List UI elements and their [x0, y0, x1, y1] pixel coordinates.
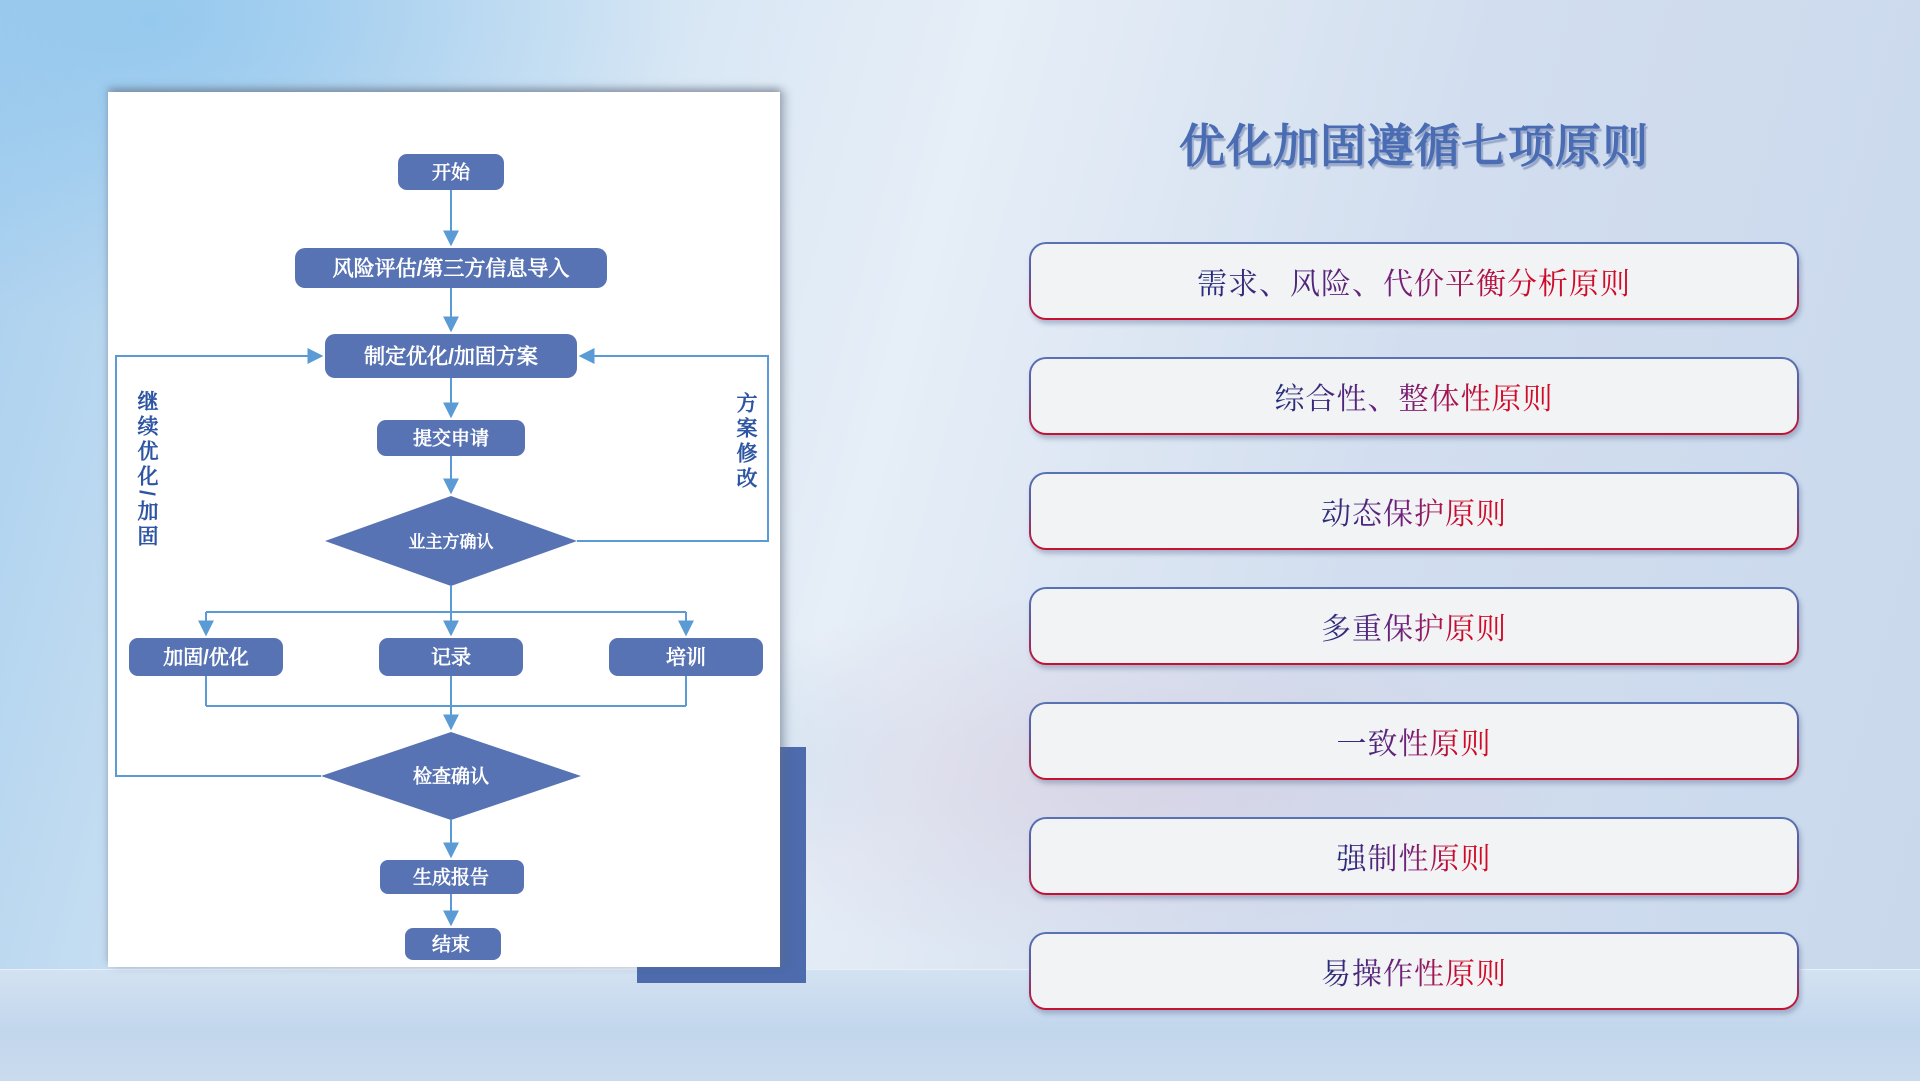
flowchart-card	[108, 92, 780, 967]
principle-item-4-inner	[1031, 589, 1797, 663]
principle-item-6-label: 强制性原则	[1337, 834, 1492, 878]
node-start	[398, 154, 504, 190]
loop-label-plan-revision: 方案修改	[734, 392, 757, 492]
node-risk-import-label: 风险评估/第三方信息导入	[332, 257, 570, 281]
node-submit-label: 提交申请	[412, 428, 490, 450]
principle-item-4	[1029, 587, 1799, 665]
node-start-label: 开始	[431, 162, 471, 184]
principle-item-3	[1029, 472, 1799, 550]
principle-item-2-label: 综合性、整体性原则	[1275, 374, 1554, 418]
principle-item-7-label: 易操作性原则	[1321, 949, 1507, 993]
principle-item-1-inner	[1031, 244, 1797, 318]
principle-item-5-inner	[1031, 704, 1797, 778]
node-make-plan-label: 制定优化/加固方案	[364, 345, 538, 369]
principle-item-2	[1029, 357, 1799, 435]
principle-item-1-label: 需求、风险、代价平衡分析原则	[1197, 259, 1631, 303]
principle-item-5	[1029, 702, 1799, 780]
node-reinforce-label: 加固/优化	[163, 647, 249, 669]
principle-item-1	[1029, 242, 1799, 320]
node-reinforce	[129, 638, 283, 676]
principle-item-7-inner	[1031, 934, 1797, 1008]
principle-item-4-label: 多重保护原则	[1321, 604, 1507, 648]
node-report-label: 生成报告	[412, 867, 490, 889]
node-owner-confirm	[325, 496, 577, 586]
flowchart-canvas	[108, 92, 780, 967]
node-record-label: 记录	[431, 647, 471, 669]
node-submit	[377, 420, 525, 456]
loop-label-continue-optimize: 继续优化/加固	[135, 390, 158, 550]
principle-item-7	[1029, 932, 1799, 1010]
principle-item-2-inner	[1031, 359, 1797, 433]
principle-item-5-label: 一致性原则	[1337, 719, 1492, 763]
principle-item-6	[1029, 817, 1799, 895]
page-title: 优化加固遵循七项原则	[1179, 120, 1649, 172]
node-risk-import	[295, 248, 607, 288]
node-check-confirm	[321, 732, 581, 820]
principle-item-6-inner	[1031, 819, 1797, 893]
node-owner-confirm-label: 业主方确认	[408, 532, 494, 552]
node-end-label: 结束	[431, 934, 471, 956]
principles-list	[1029, 242, 1799, 1010]
node-make-plan	[325, 334, 577, 378]
node-training	[609, 638, 763, 676]
node-report	[380, 860, 524, 894]
node-end	[405, 928, 501, 960]
principle-item-3-inner	[1031, 474, 1797, 548]
node-check-confirm-label: 检查确认	[412, 766, 490, 788]
node-training-label: 培训	[666, 647, 706, 669]
principle-item-3-label: 动态保护原则	[1321, 489, 1507, 533]
node-record	[379, 638, 523, 676]
